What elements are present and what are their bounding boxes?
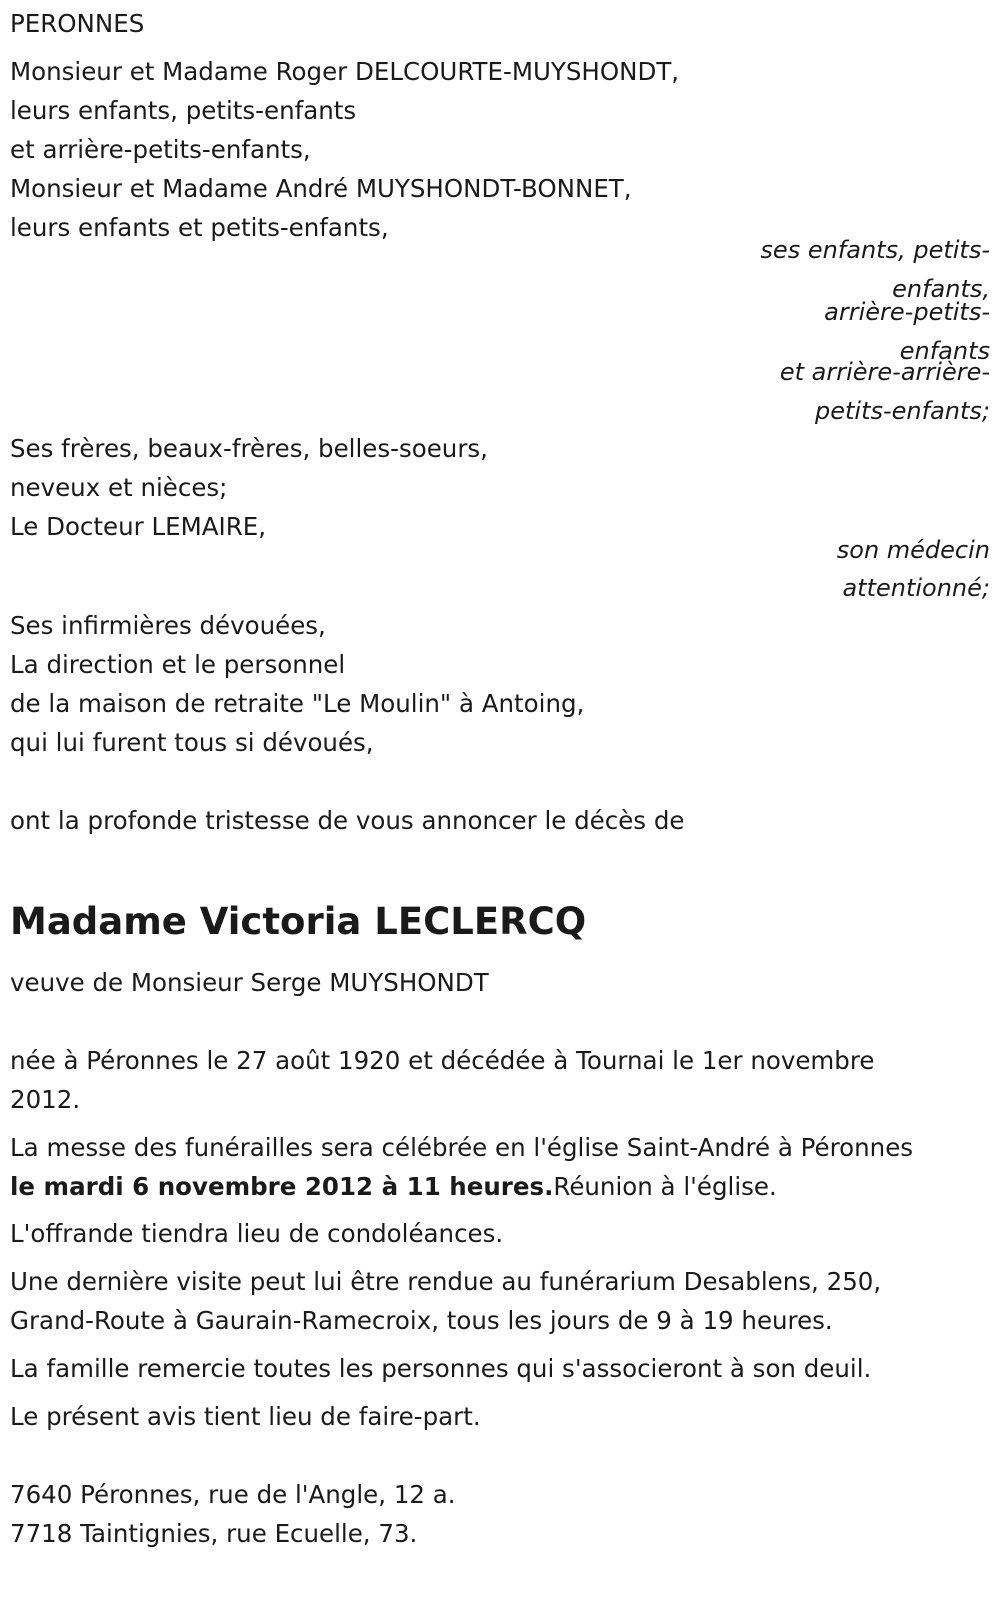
family-right-line-6: petits-enfants; [815,397,990,425]
staff-line-4: qui lui furent tous si dévoués, [10,728,374,757]
family-line-4: Monsieur et Madame André MUYSHONDT-BONNET, [10,174,632,203]
family-right-line-1: ses enfants, petits- [760,236,990,264]
thanks-line: La famille remercie toutes les personnes qui s'associeront à son deuil. [10,1354,872,1383]
widow-of-line: veuve de Monsieur Serge MUYSHONDT [10,968,489,997]
family-right-line-2: enfants, [892,275,990,303]
deceased-name: Madame Victoria LECLERCQ [10,900,587,943]
staff-line-3: de la maison de retraite "Le Moulin" à Antoing, [10,689,585,718]
notice-line: Le présent avis tient lieu de faire-part. [10,1402,481,1431]
relatives-line-2: neveux et nièces; [10,473,228,502]
family-line-5: leurs enfants et petits-enfants, [10,213,389,242]
town-heading: PERONNES [10,9,145,38]
address-line-1: 7640 Péronnes, rue de l'Angle, 12 a. [10,1480,456,1509]
visit-line-1: Une dernière visite peut lui être rendue au funérarium Desablens, 250, [10,1267,882,1296]
offering-line: L'offrande tiendra lieu de condoléances. [10,1219,504,1248]
mass-line-1: La messe des funérailles sera célébrée en l'église Saint-André à Péronnes [10,1133,914,1162]
family-right-line-5: et arrière-arrière- [779,358,990,386]
birth-death-line-1: née à Péronnes le 27 août 1920 et décédée à Tournai le 1er novembre [10,1046,875,1075]
address-line-2: 7718 Taintignies, rue Ecuelle, 73. [10,1519,418,1548]
relatives-line-1: Ses frères, beaux-frères, belles-soeurs, [10,434,488,463]
visit-line-2: Grand-Route à Gaurain-Ramecroix, tous les jours de 9 à 19 heures. [10,1306,833,1335]
mass-reunion: Réunion à l'église. [553,1172,777,1201]
doctor-right-line-2: attentionné; [842,574,990,602]
doctor-right-line-1: son médecin [836,536,990,564]
family-line-1: Monsieur et Madame Roger DELCOURTE-MUYSHONDT, [10,57,680,86]
relatives-line-3: Le Docteur LEMAIRE, [10,512,267,541]
family-line-2: leurs enfants, petits-enfants [10,96,357,125]
birth-death-line-2: 2012. [10,1085,81,1114]
family-line-3: et arrière-petits-enfants, [10,135,311,164]
family-right-line-4: enfants [899,337,990,365]
mass-date: le mardi 6 novembre 2012 à 11 heures. [10,1172,554,1201]
family-right-line-3: arrière-petits- [824,298,990,326]
staff-line-2: La direction et le personnel [10,650,346,679]
mass-line-2 [10,1167,777,1207]
announcement-text: ont la profonde tristesse de vous annoncer le décès de [10,806,685,835]
staff-line-1: Ses infirmières dévouées, [10,611,326,640]
